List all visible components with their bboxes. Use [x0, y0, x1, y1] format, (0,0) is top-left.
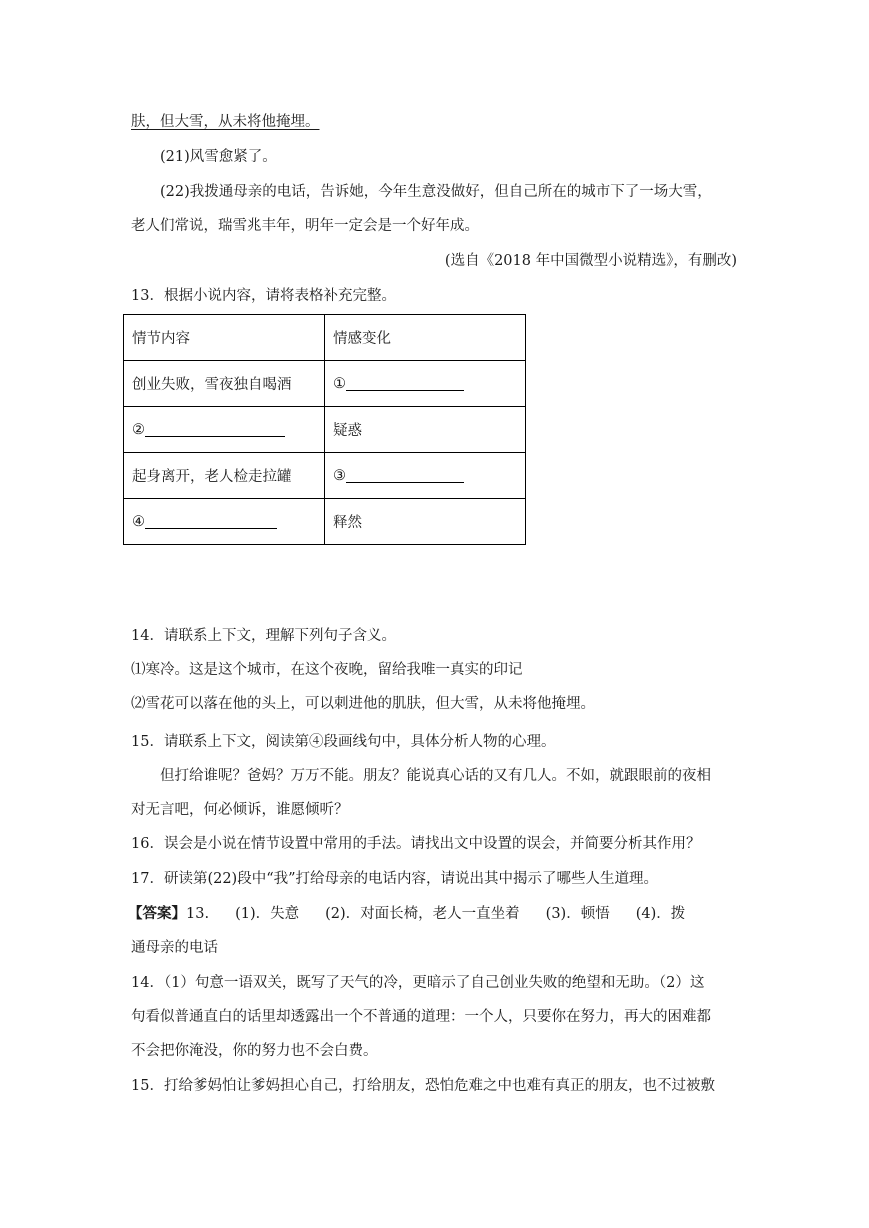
answer-13-line2: 通母亲的电话: [131, 940, 218, 956]
table-cell-plot: [124, 407, 325, 453]
answer-blank[interactable]: [145, 422, 285, 437]
table-row: [124, 361, 526, 407]
blank-number: ③: [333, 467, 346, 484]
source-citation: (选自《2018 年中国微型小说精选》，有删改): [444, 253, 737, 269]
table-header-row: [124, 315, 526, 361]
table-cell-emotion: 释然: [325, 499, 526, 545]
question-15-stem: 15．请联系上下文，阅读第④段画线句中，具体分析人物的心理。: [131, 734, 556, 750]
question-16-stem: 16．误会是小说在情节设置中常用的手法。请找出文中设置的误会，并简要分析其作用？: [131, 836, 701, 852]
table-row: [124, 407, 526, 453]
answer-13-item-4: (4)．拨: [635, 906, 686, 922]
table-cell-plot: 起身离开，老人检走拉罐: [124, 453, 325, 499]
answer-15-line1: 15．打给爹妈怕让爹妈担心自己，打给朋友，恐怕危难之中也难有真正的朋友，也不过被敷: [131, 1078, 715, 1094]
blank-number: ②: [132, 421, 145, 438]
table-cell-emotion: [325, 453, 526, 499]
table-row: [124, 499, 526, 545]
answer-blank[interactable]: [145, 514, 277, 529]
blank-number: ①: [333, 375, 346, 392]
table-header-plot: 情节内容: [124, 315, 325, 361]
question-13-stem: 13．根据小说内容，请将表格补充完整。: [131, 288, 396, 304]
table-cell-emotion: 疑惑: [325, 407, 526, 453]
answer-blank[interactable]: [346, 468, 464, 483]
answer-14-line2: 句看似普通直白的话里却透露出一个不普通的道理：一个人，只要你在努力，再大的困难都: [131, 1009, 711, 1025]
question-15-quote-line2: 对无言吧，何必倾诉，谁愿倾听？: [131, 802, 349, 818]
paragraph-22-line1: (22)我拨通母亲的电话，告诉她，今年生意没做好，但自己所在的城市下了一场大雪，: [160, 184, 712, 200]
table-cell-plot: [124, 499, 325, 545]
table-cell-plot: 创业失败，雪夜独自喝酒: [124, 361, 325, 407]
plot-emotion-table: [123, 314, 526, 545]
question-15-quote-line1: 但打给谁呢？爸妈？万万不能。朋友？能说真心话的又有几人。不如，就跟眼前的夜相: [160, 768, 711, 784]
answer-13-item-1: (1)．失意: [235, 906, 300, 922]
answer-14-line3: 不会把你淹没，你的努力也不会白费。: [131, 1043, 378, 1059]
answer-13-item-2: (2)．对面长椅，老人一直坐着: [325, 906, 520, 922]
answer-blank[interactable]: [346, 376, 464, 391]
table-row: [124, 453, 526, 499]
question-14-sentence-1: ⑴寒冷。这是这个城市，在这个夜晚，留给我唯一真实的印记: [131, 662, 523, 678]
question-14-sentence-2: ⑵雪花可以落在他的头上，可以刺进他的肌肤，但大雪，从未将他掩埋。: [131, 696, 595, 712]
answer-label: 【答案】: [128, 905, 186, 922]
paragraph-21: (21)风雪愈紧了。: [160, 149, 277, 165]
paragraph-22-line2: 老人们常说，瑞雪兆丰年，明年一定会是一个好年成。: [131, 218, 479, 234]
answer-13-item-3: (3)．顿悟: [545, 906, 610, 922]
blank-number: ④: [132, 513, 145, 530]
answer-14-line1: 14．（1）句意一语双关，既写了天气的冷，更暗示了自己创业失败的绝望和无助。（2）这: [131, 975, 705, 991]
question-17-stem: 17．研读第(22)段中“我”打给母亲的电话内容，请说出其中揭示了哪些人生道理。: [131, 871, 659, 887]
table-cell-emotion: [325, 361, 526, 407]
answer-13-line1: [128, 904, 685, 924]
question-14-stem: 14．请联系上下文，理解下列句子含义。: [131, 628, 396, 644]
table-header-emotion: 情感变化: [325, 315, 526, 361]
answer-13-number: 13.: [186, 906, 210, 922]
underlined-sentence: 肤，但大雪，从未将他掩埋。: [131, 114, 320, 130]
